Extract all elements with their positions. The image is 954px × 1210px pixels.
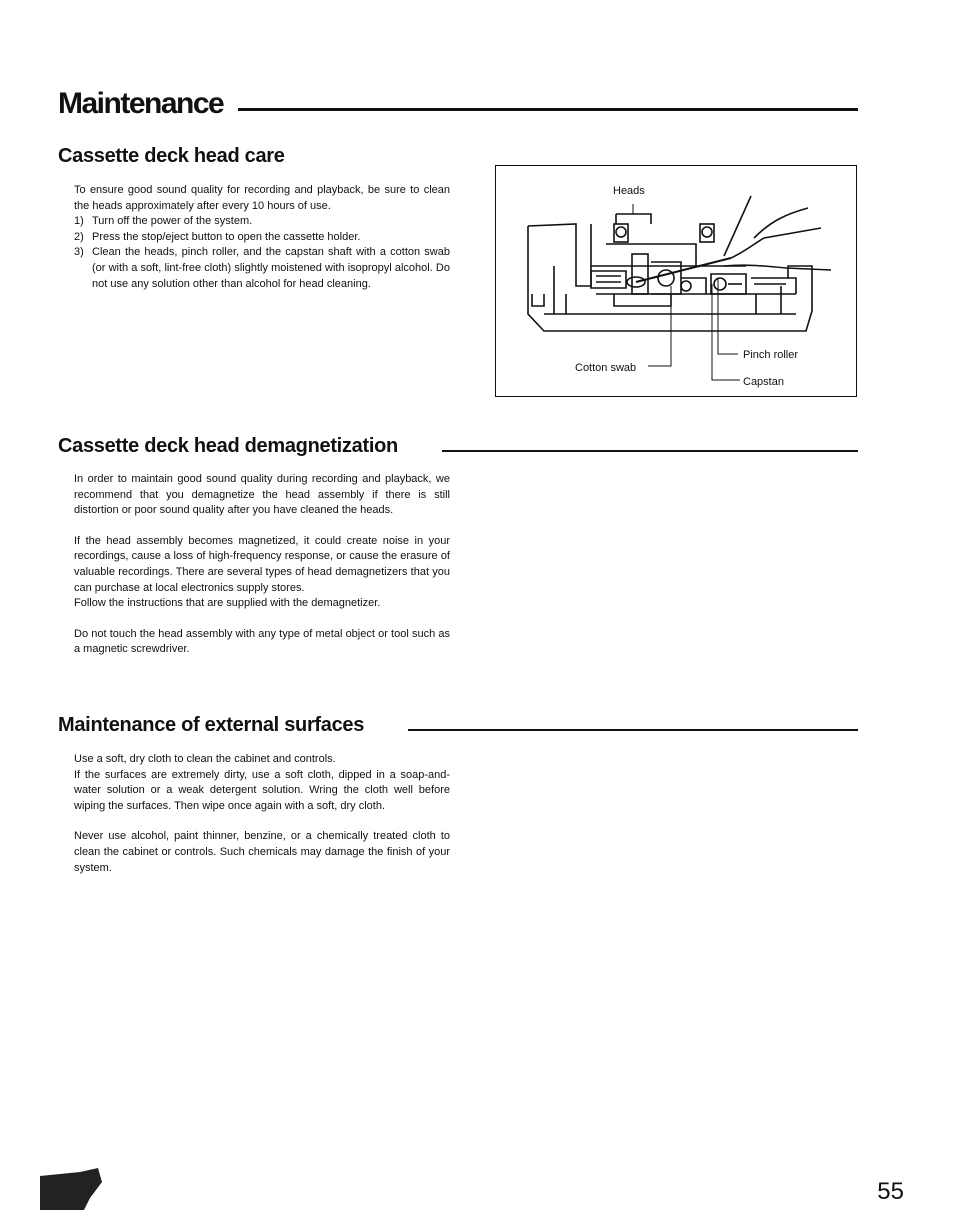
demag-paragraph-4: Do not touch the head assembly with any type of metal object or tool such as a magnetic screwdriver. [74, 627, 450, 656]
label-capstan: Capstan [743, 376, 784, 388]
section-rule-demag [442, 450, 858, 452]
head-care-steps [74, 214, 450, 292]
label-pinch-roller: Pinch roller [743, 349, 799, 361]
demag-paragraph-2: If the head assembly becomes magnetized, it could create noise in your recordings, cause a loss of high-frequency response, or cause the erasure of valuable recordings. There are several types of head demagnetizers that you can purchase at local electronics supply stores. [74, 534, 450, 594]
step-item [74, 214, 450, 230]
head-cleaning-diagram [495, 165, 857, 397]
step-text: Turn off the power of the system. [92, 215, 253, 228]
step-text: Clean the heads, pinch roller, and the capstan shaft with a cotton swab (or with a soft, lint-free cloth) slightly moistened with isopropyl alcohol. Do not use any solution other than alcohol for head cleaning. [92, 246, 450, 290]
page-title: Maintenance [58, 87, 224, 120]
step-item [74, 230, 450, 246]
demag-paragraph-3: Follow the instructions that are supplied with the demagnetizer. [74, 597, 381, 610]
head-care-text [74, 183, 450, 292]
section-heading-head-care: Cassette deck head care [58, 145, 285, 167]
title-rule [238, 108, 858, 111]
label-heads: Heads [613, 185, 645, 197]
section-heading-external: Maintenance of external surfaces [58, 714, 365, 736]
external-paragraph-2: If the surfaces are extremely dirty, use a soft cloth, dipped in a soap-and-water solution or a weak detergent solution. Wring the cloth well before wiping the surfaces. Then wipe once again with a soft, dry cloth. [74, 768, 450, 812]
head-care-intro: To ensure good sound quality for recording and playback, be sure to clean the heads approximately after every 10 hours of use. [74, 184, 450, 212]
step-number: 2) [74, 230, 84, 243]
external-paragraph-3: Never use alcohol, paint thinner, benzine, or a chemically treated cloth to clean the cabinet or controls. Such chemicals may damage the finish of your system. [74, 830, 450, 874]
step-text: Press the stop/eject button to open the cassette holder. [92, 230, 361, 243]
external-paragraph-1: Use a soft, dry cloth to clean the cabinet and controls. [74, 753, 336, 765]
step-number: 3) [74, 246, 84, 259]
page-number: 55 [877, 1178, 904, 1205]
page-corner-mark [40, 1168, 104, 1210]
label-cotton-swab: Cotton swab [575, 362, 637, 374]
demag-text [74, 472, 450, 658]
section-rule-external [408, 729, 858, 731]
step-item [74, 245, 450, 292]
step-number: 1) [74, 215, 84, 228]
section-heading-demag: Cassette deck head demagnetization [58, 435, 398, 457]
cassette-deck-illustration [496, 166, 856, 396]
external-text [74, 752, 450, 876]
demag-paragraph-1: In order to maintain good sound quality during recording and playback, we recommend that you demagnetize the head assembly if there is still distortion or poor sound quality after you have cleaned the heads. [74, 473, 450, 517]
